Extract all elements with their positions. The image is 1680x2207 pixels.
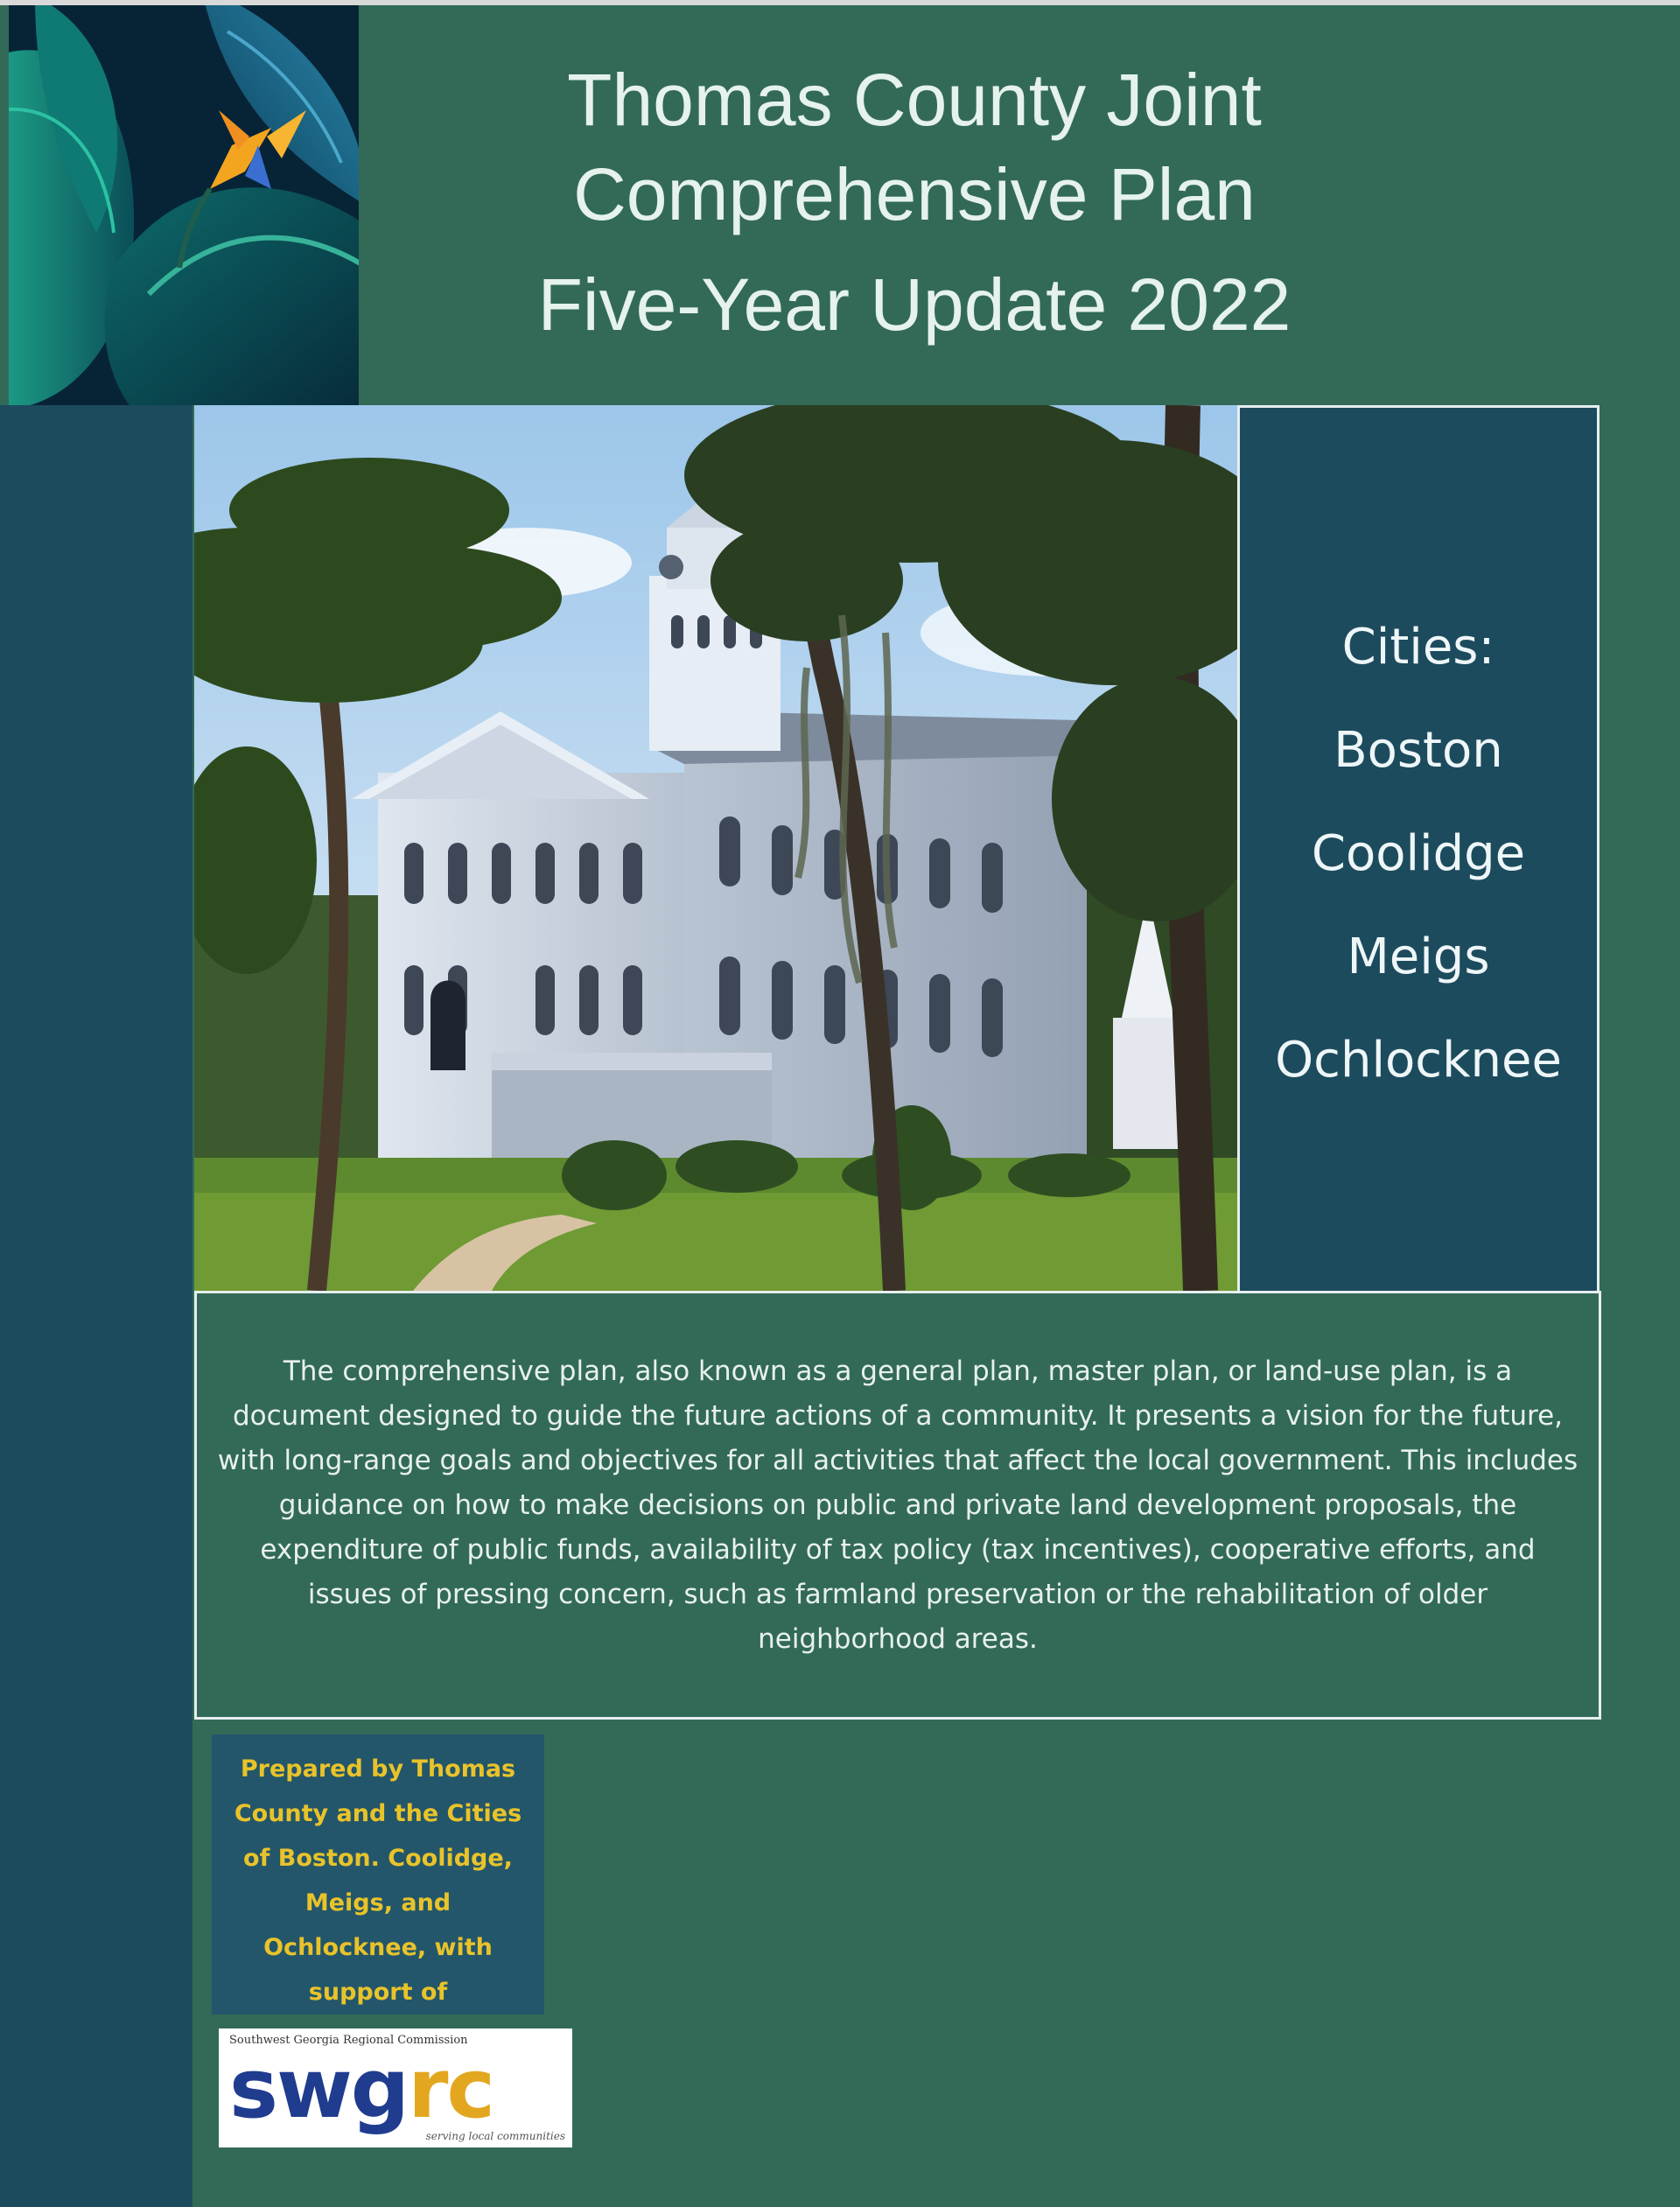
cities-list [1240,596,1597,1112]
cities-heading: Cities: [1341,619,1495,676]
swgrc-logo [219,2028,572,2147]
prepared-by-line-5: Ochlocknee, with [263,1934,493,1961]
logo-word-part1: swg [229,2042,409,2137]
title-line-1: Thomas County Joint [567,59,1262,141]
title-line-2: Comprehensive Plan [573,153,1256,235]
city-boston: Boston [1334,722,1503,779]
document-title [368,53,1461,352]
city-coolidge: Coolidge [1311,825,1526,882]
left-color-band [0,405,192,2207]
logo-wordmark [229,2042,494,2137]
city-meigs: Meigs [1347,928,1490,985]
city-ochlocknee: Ochlocknee [1275,1032,1562,1089]
cities-panel [1237,405,1600,1291]
prepared-by-line-4: Meigs, and [304,1889,452,1916]
prepared-by-line-1: Prepared by Thomas [240,1755,516,1783]
logo-tagline: serving local communities [425,2130,565,2142]
prepared-by-line-6: support of [308,1979,448,2006]
logo-caption: Southwest Georgia Regional Commission [229,2034,468,2047]
prepared-by-panel [212,1734,544,2014]
courthouse-photo [194,405,1237,1291]
prepared-by-line-3: of Boston. Coolidge, [243,1845,513,1872]
description-text: The comprehensive plan, also known as a general plan, master plan, or land-use plan, is a document designed to guide the future actions of a community. It presents a vision for the future, with long-range goals and objectives for all activities that affect the local government. This includes guidance on how to make decisions on public and private land development proposals, the expenditure of public funds, availability of tax policy (tax incentives), cooperative efforts, and issues of pressing concern, such as farmland preservation or the rehabilitation of older neighborhood areas. [217,1355,1578,1655]
logo-word-part2: rc [408,2042,494,2137]
bird-of-paradise-leaf-image [9,5,359,405]
title-line-3: Five-Year Update 2022 [537,263,1292,346]
description-panel [194,1291,1601,1720]
prepared-by-line-2: County and the Cities [234,1800,522,1827]
